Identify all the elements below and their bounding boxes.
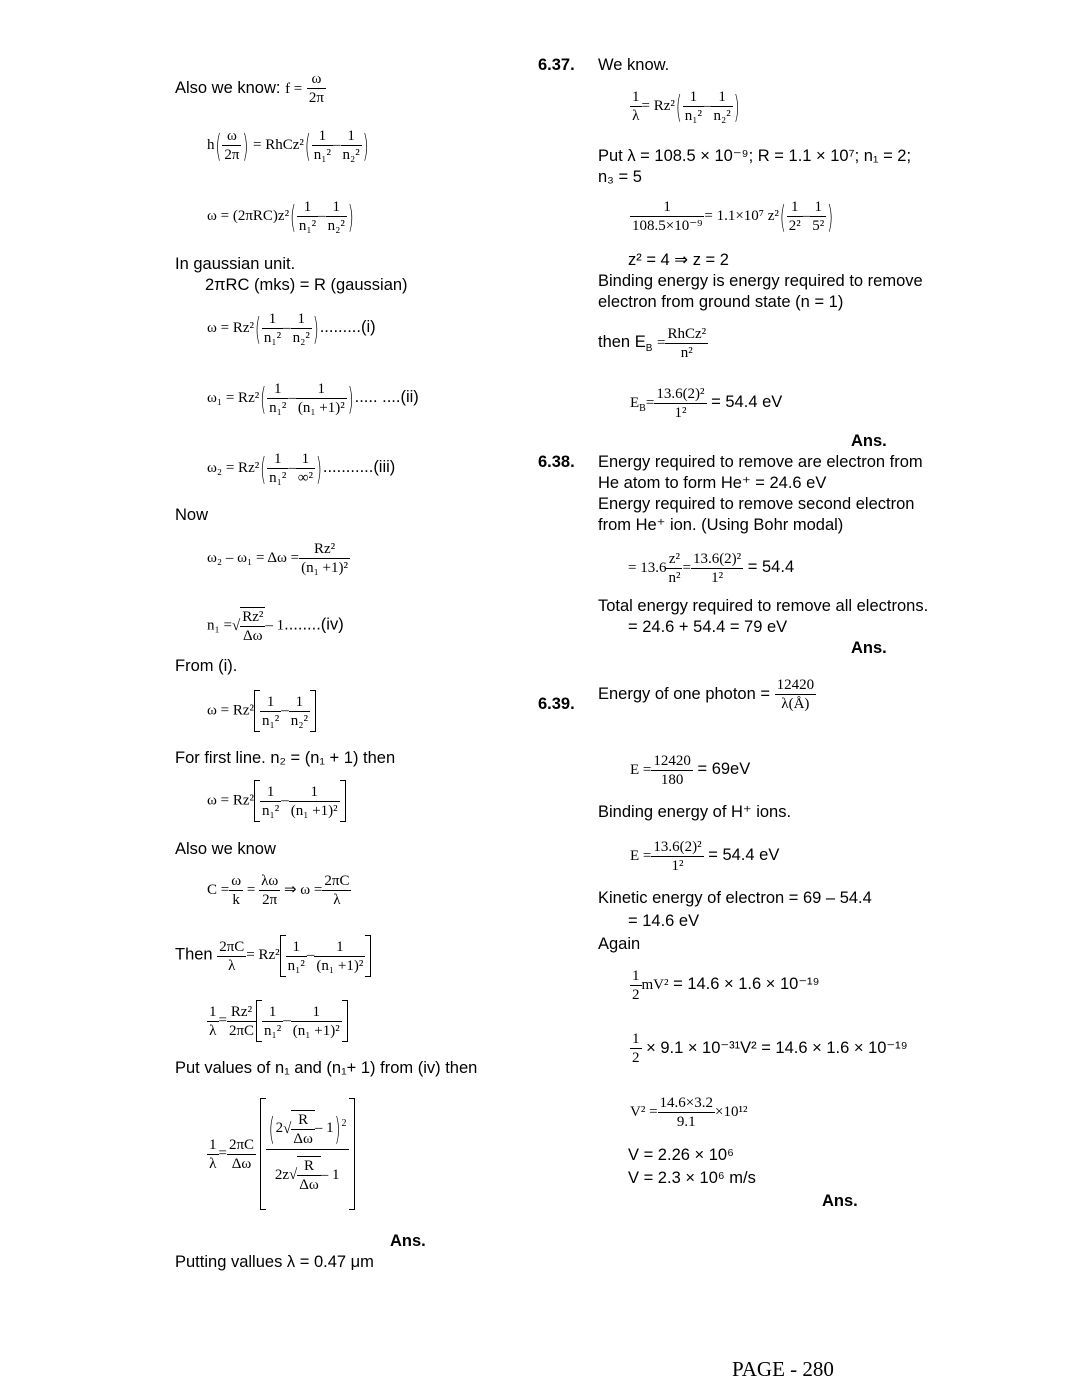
putting-values-text: Putting vallues λ = 0.47 μm bbox=[175, 1253, 374, 1271]
again-text: Again bbox=[598, 935, 641, 953]
total-energy-2: = 24.6 + 54.4 = 79 eV bbox=[628, 618, 788, 636]
equation-eb: then $E_B$ = RhCz² n² bbox=[598, 326, 707, 361]
velocity-2: V = 2.3 × 10⁶ m/s bbox=[628, 1169, 756, 1187]
question-6-39: 6.39. bbox=[538, 695, 575, 713]
question-6-38: 6.38. bbox=[538, 453, 575, 471]
text-638-3: Energy required to remove second electron bbox=[598, 495, 915, 513]
binding-text-1: Binding energy is energy required to remove bbox=[598, 272, 923, 290]
fraction: $\frac{\omega}{2\pi}$ bbox=[308, 71, 324, 106]
gaussian-relation: 2πRC (mks) = R (gaussian) bbox=[205, 276, 408, 294]
equation-iv: n₁ =√ $\frac{\text{Rz²}}{\Delta\omega}$ – 1........(iv) bbox=[207, 609, 344, 644]
equation-mass: $\frac{1}{2}$ × 9.1 × 10⁻³¹V² = 14.6 × 1.6 × 10⁻¹⁹ bbox=[632, 1031, 908, 1066]
equation-mv2: $\frac{1}{2}$ mV² = 14.6 × 1.6 × 10⁻¹⁹ bbox=[632, 968, 820, 1003]
answer-label: Ans. bbox=[390, 1232, 426, 1250]
answer-label: Ans. bbox=[822, 1192, 858, 1210]
question-6-37: 6.37. bbox=[538, 56, 575, 74]
equation-c: C = $\frac{\omega}{k}$ = $\frac{\lambda\omega}{2\pi}$ ⇒ ω = $\frac{2\pi C}{\lambda}$ bbox=[207, 873, 350, 908]
equation-v2: V² = $\frac{14.6\times 3.2}{9.1}$ ×10¹² bbox=[630, 1095, 748, 1130]
equation-h-binding: E = $\frac{\text{13.6(2)²}}{\text{1²}}$ = 54.4 eV bbox=[630, 839, 780, 874]
equation-108: $\frac{1}{\text{108.5×10⁻⁹}}$ = 1.1×10⁷ z²( $\frac{1}{\text{2²}}$ – $\frac{1}{\text{5²}}$ ) bbox=[632, 197, 834, 236]
text: Also we know: bbox=[175, 78, 281, 97]
f-lhs: f = bbox=[285, 80, 303, 97]
equation-i: ω = Rz²( $\frac{1}{\text{n₁²}}$ – $\frac{1}{\text{n₂²}}$ ).........(i) bbox=[207, 309, 376, 348]
text-638-4: from He⁺ ion. (Using Bohr modal) bbox=[598, 516, 844, 534]
equation-13-6: = 13.6 $\frac{\text{z²}}{\text{n²}}$ = $\frac{\text{13.6(2)²}}{\text{1²}}$ = 54.4 bbox=[628, 551, 795, 586]
now-text: Now bbox=[175, 506, 209, 524]
equation-rydberg: $\frac{1}{\lambda}$ = Rz²( $\frac{1}{\text{n₁²}}$ – $\frac{1}{\text{n₂²}}$ ) bbox=[632, 87, 740, 126]
put-values-637-b: n₃ = 5 bbox=[598, 168, 642, 186]
gaussian-text: In gaussian unit. bbox=[175, 255, 296, 273]
photon-energy: Energy of one photon = $\frac{12420}{\lambda(Å)}$ bbox=[598, 677, 815, 712]
also-know-text: Also we know bbox=[175, 840, 276, 858]
equation-final-lambda: $\frac{1}{\lambda}$ = $\frac{2\pi C}{\Delta\omega}$ (2√ $\frac{R}{\Delta\omega}$ – 1)$^2$ 2z√ $\frac{R}{\Delta\omega}$ – 1 bbox=[207, 1098, 355, 1210]
binding-h-text: Binding energy of H⁺ ions. bbox=[598, 803, 792, 821]
velocity-1: V = 2.26 × 10⁶ bbox=[628, 1146, 734, 1164]
equation-one-over-lambda: $\frac{1}{\lambda}$ = $\frac{\text{Rz²}}{2\pi C}$ $\frac{1}{\text{n₁²}}$ – $\frac{1}{\text{(n₁ +1)²}}$ bbox=[207, 1000, 348, 1042]
equation-ii: ω₁ = Rz²( $\frac{1}{\text{n₁²}}$ – $\frac{1}{\text{(n₁ +1)²}}$ )..... ....(ii) bbox=[207, 379, 419, 418]
put-values-637-a: Put λ = 108.5 × 10⁻⁹; R = 1.1 × 10⁷; n₁ = 2; bbox=[598, 147, 912, 165]
we-know-text: We know. bbox=[598, 56, 670, 74]
answer-label: Ans. bbox=[851, 432, 887, 450]
sqrt-icon: √ bbox=[231, 618, 241, 634]
put-values-text: Put values of n₁ and (n₁+ 1) from (iv) then bbox=[175, 1059, 478, 1077]
equation-h-omega: h( $\frac{\omega}{2\pi}$ ) = RhCz²( $\frac{1}{\text{n₁²}}$ – $\frac{1}{\text{n₂²}}$ ) bbox=[207, 126, 369, 165]
kinetic-energy-1: Kinetic energy of electron = 69 – 54.4 bbox=[598, 889, 872, 907]
text-638-1: Energy required to remove are electron from bbox=[598, 453, 923, 471]
first-line-text: For first line. n₂ = (n₁ + 1) then bbox=[175, 749, 396, 767]
from-i-text: From (i). bbox=[175, 657, 238, 675]
equation-delta-omega: ω₂ – ω₁ = Δω = $\frac{\text{Rz²}}{\text{(n₁ +1)²}}$ bbox=[207, 541, 349, 576]
text-638-2: He atom to form He⁺ = 24.6 eV bbox=[598, 474, 827, 492]
binding-text-2: electron from ground state (n = 1) bbox=[598, 293, 844, 311]
kinetic-energy-2: = 14.6 eV bbox=[628, 912, 700, 930]
equation-from-i: ω = Rz² $\frac{1}{\text{n₁²}}$ – $\frac{1}{\text{n₂²}}$ bbox=[207, 690, 316, 732]
equation-iii: ω₂ = Rz²( $\frac{1}{\text{n₁²}}$ – 1 ∞² )...........(iii) bbox=[207, 449, 396, 488]
equation-first-line: ω = Rz² $\frac{1}{\text{n₁²}}$ – $\frac{1}{\text{(n₁ +1)²}}$ bbox=[207, 780, 346, 822]
equation-then: Then $\frac{2\pi C}{\lambda}$ = Rz² $\frac{1}{\text{n₁²}}$ – $\frac{1}{\text{(n₁ +1)²}}$ bbox=[175, 935, 371, 977]
z-result: z² = 4 ⇒ z = 2 bbox=[628, 251, 729, 269]
equation-eb-value: $E_B=$ $\frac{\text{13.6(2)²}}{\text{1²}}$ = 54.4 eV bbox=[630, 386, 783, 421]
also-know-line bbox=[175, 70, 326, 107]
total-energy-1: Total energy required to remove all electrons. bbox=[598, 597, 929, 615]
equation-omega-2pirc: ω = (2πRC)z²( $\frac{1}{\text{n₁²}}$ – $\frac{1}{\text{n₂²}}$ ) bbox=[207, 197, 354, 236]
answer-label: Ans. bbox=[851, 639, 887, 657]
page-number: PAGE - 280 bbox=[732, 1357, 834, 1381]
equation-69ev: E = $\frac{12420}{180}$ = 69eV bbox=[630, 753, 751, 788]
